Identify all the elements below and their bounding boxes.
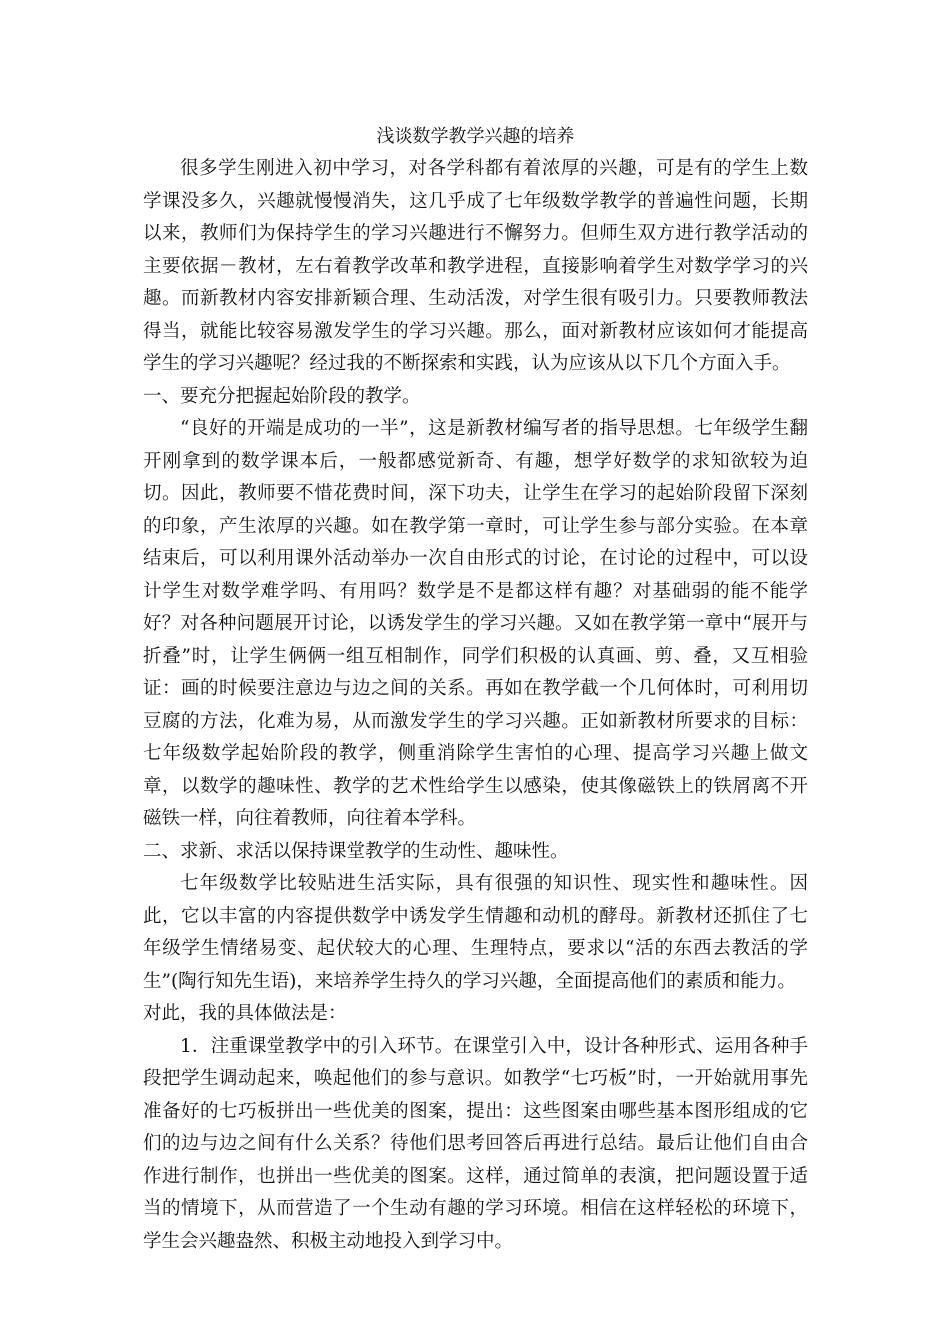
document-title: 浅谈数学教学兴趣的培养 — [376, 126, 575, 147]
intro-paragraph: 很多学生刚进入初中学习，对各学科都有着浓厚的兴趣，可是有的学生上数学课没多久，兴趣就慢慢消失，这几乎成了七年级数学教学的普遍性问题，长期以来，教师们为保持学生的学习兴趣进行不懈努力。但师生双方进行教学活动的主要依据－教材，左右着教学改革和教学进程，直接影响着学生对数学学习的兴趣。而新教材内容安排新颖合理、生动活泼，对学生很有吸引力。只要教师教法得当，就能比较容易激发学生的学习兴趣。那么，面对新教材应该如何才能提高学生的学习兴趣呢？经过我的不断探索和实践，认为应该从以下几个方面入手。 — [143, 158, 808, 374]
document-body — [143, 121, 808, 1258]
section-2-heading: 二、求新、求活以保持课堂教学的生动性、趣味性。 — [143, 840, 569, 862]
point-1-paragraph: 1．注重课堂教学中的引入环节。在课堂引入中，设计各种形式、运用各种手段把学生调动起来，唤起他们的参与意识。如教学“七巧板”时，一开始就用事先准备好的七巧板拼出一些优美的图案，提出：这些图案由哪些基本图形组成的它们的边与边之间有什么关系？待他们思考回答后再进行总结。最后让他们自由合作进行制作，也拼出一些优美的图案。这样，通过简单的表演，把问题设置于适当的情境下，从而营造了一个生动有趣的学习环境。相信在这样轻松的环境下，学生会兴趣盎然、积极主动地投入到学习中。 — [143, 1035, 808, 1252]
section-2-paragraph: 七年级数学比较贴进生活实际，具有很强的知识性、现实性和趣味性。因此，它以丰富的内容提供数学中诱发学生情趣和动机的酵母。新教材还抓住了七年级学生情绪易变、起伏较大的心理、生理特点，要求以“活的东西去教活的学生”(陶行知先生语)，来培养学生持久的学习兴趣，全面提高他们的素质和能力。 — [143, 873, 808, 992]
approach-intro: 对此，我的具体做法是： — [143, 1003, 347, 1024]
section-1-paragraph: “良好的开端是成功的一半”，这是新教材编写者的指导思想。七年级学生翻开刚拿到的数学课本后，一般都感觉新奇、有趣，想学好数学的求知欲较为迫切。因此，教师要不惜花费时间，深下功夫，让学生在学习的起始阶段留下深刻的印象，产生浓厚的兴趣。如在教学第一章时，可让学生参与部分实验。在本章结束后，可以利用课外活动举办一次自由形式的讨论，在讨论的过程中，可以设计学生对数学难学吗、有用吗？数学是不是都这样有趣？对基础弱的能不能学好？对各种问题展开讨论，以诱发学生的学习兴趣。又如在教学第一章中“展开与折叠”时，让学生俩俩一组互相制作，同学们积极的认真画、剪、叠，又互相验证：画的时候要注意边与边之间的关系。再如在教学截一个几何体时，可利用切豆腐的方法，化难为易，从而激发学生的学习兴趣。正如新教材所要求的目标：七年级数学起始阶段的教学，侧重消除学生害怕的心理、提高学习兴趣上做文章，以数学的趣味性、教学的艺术性给学生以感染，使其像磁铁上的铁屑离不开磁铁一样，向往着教师，向往着本学科。 — [143, 418, 808, 829]
section-1-heading: 一、要充分把握起始阶段的教学。 — [143, 385, 421, 407]
